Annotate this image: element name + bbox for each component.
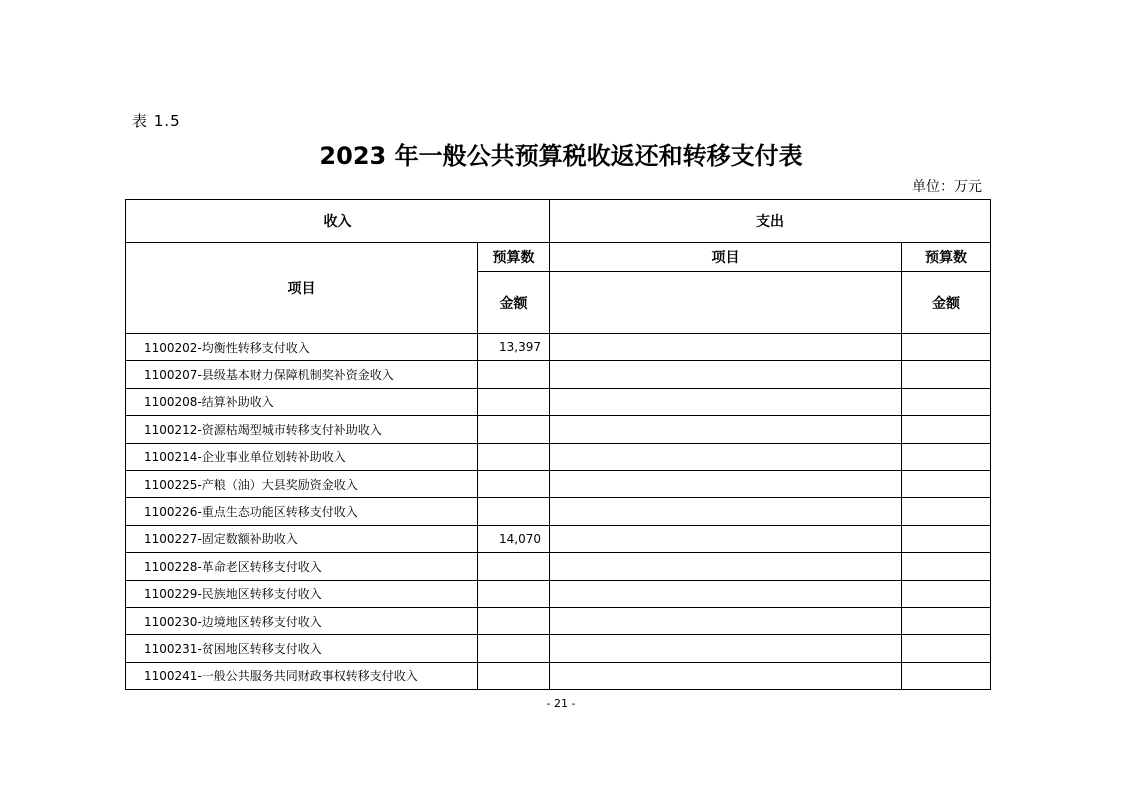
income-item-cell: 1100207-县级基本财力保障机制奖补资金收入 (126, 361, 478, 388)
page-number: - 21 - (546, 697, 576, 710)
income-item-cell: 1100214-企业事业单位划转补助收入 (126, 443, 478, 470)
expenditure-budget-header: 预算数 (902, 243, 991, 272)
table-row (126, 334, 991, 361)
income-amount-cell (478, 388, 550, 415)
expenditure-item-cell (550, 525, 902, 552)
expenditure-amount-cell (902, 361, 991, 388)
expenditure-amount-header: 金额 (902, 272, 991, 334)
table-row (126, 470, 991, 497)
expenditure-amount-cell (902, 416, 991, 443)
income-amount-cell (478, 662, 550, 689)
table-row (126, 525, 991, 552)
expenditure-item-cell (550, 388, 902, 415)
expenditure-amount-cell (902, 498, 991, 525)
table-row (126, 498, 991, 525)
table-row (126, 607, 991, 634)
income-item-header: 项目 (126, 243, 478, 334)
table-row (126, 361, 991, 388)
expenditure-item-cell (550, 635, 902, 662)
expenditure-item-cell (550, 662, 902, 689)
expenditure-item-cell (550, 580, 902, 607)
income-item-cell: 1100231-贫困地区转移支付收入 (126, 635, 478, 662)
expenditure-item-cell (550, 334, 902, 361)
expenditure-amount-cell (902, 525, 991, 552)
income-item-cell: 1100227-固定数额补助收入 (126, 525, 478, 552)
expenditure-amount-cell (902, 662, 991, 689)
table-header-row (126, 200, 991, 243)
income-item-cell: 1100212-资源枯竭型城市转移支付补助收入 (126, 416, 478, 443)
income-item-cell: 1100226-重点生态功能区转移支付收入 (126, 498, 478, 525)
income-item-cell: 1100202-均衡性转移支付收入 (126, 334, 478, 361)
table-row (126, 662, 991, 689)
expenditure-item-cell (550, 272, 902, 334)
table-row (126, 443, 991, 470)
income-item-cell: 1100229-民族地区转移支付收入 (126, 580, 478, 607)
income-amount-cell (478, 498, 550, 525)
expenditure-amount-cell (902, 334, 991, 361)
income-item-cell: 1100225-产粮（油）大县奖励资金收入 (126, 470, 478, 497)
expenditure-amount-cell (902, 443, 991, 470)
table-row (126, 416, 991, 443)
income-amount-cell (478, 553, 550, 580)
table-row (126, 388, 991, 415)
expenditure-amount-cell (902, 580, 991, 607)
table-row (126, 580, 991, 607)
expenditure-amount-cell (902, 553, 991, 580)
unit-label: 单位：万元 (912, 179, 982, 195)
expenditure-item-cell (550, 361, 902, 388)
expenditure-amount-cell (902, 388, 991, 415)
page-title: 2023 年一般公共预算税收返还和转移支付表 (319, 142, 803, 170)
table-row (126, 635, 991, 662)
income-amount-cell (478, 416, 550, 443)
income-item-cell: 1100241-一般公共服务共同财政事权转移支付收入 (126, 662, 478, 689)
expenditure-amount-cell (902, 470, 991, 497)
income-amount-cell (478, 580, 550, 607)
table-row (126, 553, 991, 580)
expenditure-item-cell (550, 443, 902, 470)
table-label: 表 1.5 (132, 112, 181, 130)
income-amount-cell (478, 361, 550, 388)
income-amount-cell: 13,397 (478, 334, 550, 361)
income-amount-cell (478, 443, 550, 470)
income-amount-cell (478, 635, 550, 662)
expenditure-item-cell (550, 498, 902, 525)
expenditure-amount-cell (902, 607, 991, 634)
income-amount-cell: 14,070 (478, 525, 550, 552)
income-item-cell: 1100228-革命老区转移支付收入 (126, 553, 478, 580)
expenditure-item-header: 项目 (550, 243, 902, 272)
income-amount-cell (478, 470, 550, 497)
expenditure-item-cell (550, 553, 902, 580)
expenditure-item-cell (550, 607, 902, 634)
expenditure-amount-cell (902, 635, 991, 662)
income-item-cell: 1100208-结算补助收入 (126, 388, 478, 415)
income-budget-header: 预算数 (478, 243, 550, 272)
expenditure-item-cell (550, 470, 902, 497)
income-amount-header: 金额 (478, 272, 550, 334)
table-header-row (126, 243, 991, 272)
expenditure-header: 支出 (550, 200, 991, 243)
expenditure-item-cell (550, 416, 902, 443)
budget-table (125, 199, 991, 690)
income-header: 收入 (126, 200, 550, 243)
income-amount-cell (478, 607, 550, 634)
income-item-cell: 1100230-边境地区转移支付收入 (126, 607, 478, 634)
